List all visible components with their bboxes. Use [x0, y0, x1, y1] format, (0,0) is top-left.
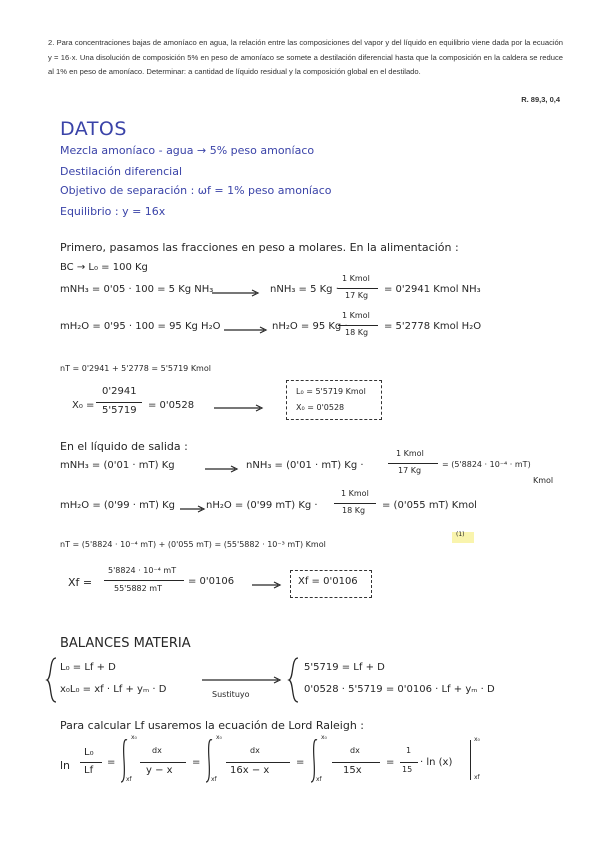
balance-eq-1: L₀ = Lf + D [60, 662, 116, 673]
calc-x0-num: 0'2941 [102, 386, 137, 397]
integral-upper: x₀ [321, 734, 327, 741]
balance-eq-2: x₀L₀ = xf · Lf + yₘ · D [60, 684, 167, 695]
calc-mol-nh3-b: = 0'2941 Kmol NH₃ [384, 284, 481, 295]
rayleigh-eq-2: = [192, 757, 201, 768]
integral-upper: x₀ [216, 734, 222, 741]
rayleigh-intro: Para calcular Lf usaremos la ecuación de Lord Raleigh : [60, 719, 365, 732]
balance-eq-4: 0'0528 · 5'5719 = 0'0106 · Lf + yₘ · D [304, 684, 495, 695]
calc-mol-h2o-a: nH₂O = 95 Kg · [272, 321, 348, 332]
datos-line-distillation: Destilación diferencial [60, 165, 183, 178]
salida-xf-label: Xf = [68, 576, 93, 589]
fraction-bar [400, 762, 418, 763]
box-feed-x0: X₀ = 0'0528 [296, 403, 345, 412]
rayleigh-log-term: · ln (x) [420, 757, 453, 768]
rayleigh-eq-1: = [107, 757, 116, 768]
fraction-bar [96, 402, 142, 403]
salida-mol-nh3-b: = (5'8824 · 10⁻⁴ · mT) [442, 460, 531, 469]
fraction-bar [80, 762, 102, 763]
fraction-bar [332, 762, 380, 763]
calc-mol-nh3-num: 1 Kmol [342, 274, 370, 283]
integral-1-num: dx [152, 746, 162, 755]
rayleigh-eq-3: = [296, 757, 305, 768]
salida-xf-den: 55'5882 mT [114, 584, 162, 593]
fraction-bar [338, 325, 378, 326]
salida-mol-h2o-b: = (0'055 mT) Kmol [382, 500, 477, 511]
problem-statement: 2. Para concentraciones bajas de amoníaco en agua, la relación entre las composiciones del vapor y del líquido en equilibrio viene dada por la ecuación y = 16·x. Una disolución de composición 5% en peso de amoníaco se somete a destilación diferencial hasta que la composición en la caldera se reduce al 1% en peso de amoníaco. Determinar: a cantidad de líquido residual y la composición global en el destilado. [48, 38, 563, 77]
evaluation-bar [470, 740, 471, 780]
integral-3-den: 15x [343, 765, 362, 776]
brace-icon [46, 656, 58, 704]
salida-mol-h2o-a: nH₂O = (0'99 mT) Kg · [206, 500, 318, 511]
fraction-bar [104, 580, 184, 581]
fraction-bar [140, 762, 186, 763]
rayleigh-ln-den: Lf [84, 765, 94, 776]
brace-icon [288, 656, 300, 704]
rayleigh-coef-num: 1 [406, 746, 412, 755]
calc-total-moles: nT = 0'2941 + 5'2778 = 5'5719 Kmol [60, 364, 211, 373]
integral-2-den: 16x − x [230, 765, 270, 776]
arrow-icon [224, 327, 274, 333]
evaluation-lower: xf [474, 774, 480, 781]
arrow-icon [205, 466, 245, 472]
rayleigh-ln-num: L₀ [84, 747, 94, 758]
box-xf-value: Xf = 0'0106 [298, 576, 358, 587]
arrow-icon [252, 582, 292, 588]
salida-mass-nh3: mNH₃ = (0'01 · mT) Kg [60, 460, 175, 471]
calc-mol-nh3-a: nNH₃ = 5 Kg · [270, 284, 339, 295]
datos-line-equilibrium: Equilibrio : y = 16x [60, 205, 166, 218]
calc-intro: Primero, pasamos las fracciones en peso a molares. En la alimentación : [60, 241, 459, 254]
salida-mol-h2o-den: 18 Kg [342, 506, 366, 515]
salida-mol-nh3-a: nNH₃ = (0'01 · mT) Kg · [246, 460, 364, 471]
rayleigh-coef-den: 15 [402, 765, 413, 774]
arrow-icon [212, 290, 262, 296]
integral-upper: x₀ [131, 734, 137, 741]
integral-lower: xf [316, 776, 322, 783]
evaluation-upper: x₀ [474, 736, 480, 743]
substitute-label: Sustituyo [212, 690, 250, 699]
calc-mol-h2o-den: 18 Kg [345, 328, 369, 337]
calc-mass-h2o: mH₂O = 0'95 · 100 = 95 Kg H₂O [60, 321, 221, 332]
calc-x0-value: = 0'0528 [148, 400, 195, 411]
calc-basis: BC → L₀ = 100 Kg [60, 262, 148, 273]
calc-mol-h2o-num: 1 Kmol [342, 311, 370, 320]
datos-title: DATOS [60, 118, 127, 140]
result-box-feed [286, 380, 382, 420]
box-feed-l0: L₀ = 5'5719 Kmol [296, 387, 366, 396]
calc-x0-label: X₀ = [72, 400, 95, 411]
salida-total-tag: (1) [456, 531, 465, 538]
fraction-bar [226, 762, 290, 763]
fraction-bar [334, 503, 376, 504]
integral-2-num: dx [250, 746, 260, 755]
arrow-icon [214, 405, 268, 411]
integral-lower: xf [211, 776, 217, 783]
salida-mass-h2o: mH₂O = (0'99 · mT) Kg [60, 500, 175, 511]
rayleigh-ln: ln [60, 759, 71, 772]
salida-xf-num: 5'8824 · 10⁻⁴ mT [108, 566, 177, 575]
fraction-bar [338, 288, 378, 289]
fraction-bar [388, 463, 438, 464]
calc-mol-nh3-den: 17 Kg [345, 291, 369, 300]
balances-title: BALANCES MATERIA [60, 636, 191, 651]
salida-intro: En el líquido de salida : [60, 440, 188, 453]
rayleigh-eq-4: = [386, 757, 395, 768]
salida-mol-nh3-num: 1 Kmol [396, 449, 424, 458]
salida-total-moles: nT = (5'8824 · 10⁻⁴ mT) + (0'055 mT) = (55'5882 · 10⁻³ mT) Kmol [60, 540, 326, 549]
calc-mol-h2o-b: = 5'2778 Kmol H₂O [384, 321, 482, 332]
datos-line-objective: Objetivo de separación : ωf = 1% peso amoníaco [60, 184, 332, 197]
salida-mol-nh3-unit: Kmol [533, 476, 554, 485]
problem-answer: R. 89,3, 0,4 [521, 95, 560, 104]
calc-mass-nh3: mNH₃ = 0'05 · 100 = 5 Kg NH₃ [60, 284, 214, 295]
arrow-icon [202, 676, 288, 684]
salida-mol-nh3-den: 17 Kg [398, 466, 422, 475]
salida-xf-value: = 0'0106 [188, 576, 235, 587]
calc-x0-den: 5'5719 [102, 405, 137, 416]
datos-line-mixture: Mezcla amoníaco - agua → 5% peso amoníaco [60, 144, 315, 157]
integral-1-den: y − x [146, 765, 173, 776]
salida-mol-h2o-num: 1 Kmol [341, 489, 369, 498]
balance-eq-3: 5'5719 = Lf + D [304, 662, 385, 673]
integral-3-num: dx [350, 746, 360, 755]
integral-lower: xf [126, 776, 132, 783]
